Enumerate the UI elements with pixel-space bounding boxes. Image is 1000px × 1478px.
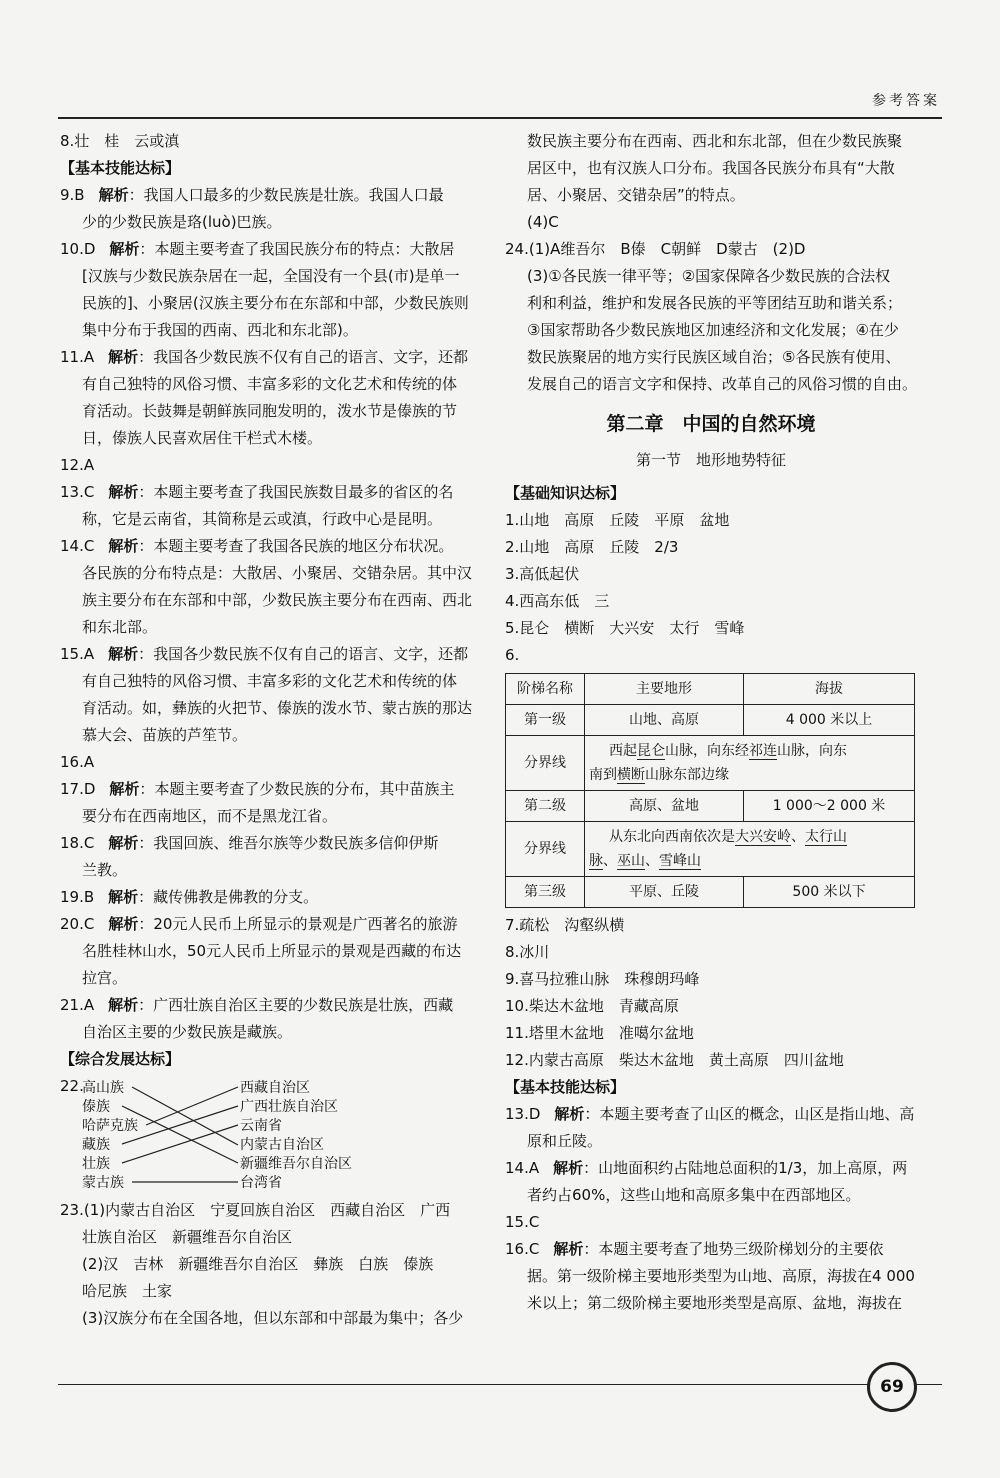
answer-underline: 横断 — [617, 767, 645, 783]
answer-line — [60, 884, 475, 911]
answer-line: 要分布在西南地区，而不是黑龙江省。 — [82, 807, 338, 825]
answer-number: 16.C — [505, 1240, 540, 1258]
answer-line: (3)①各民族一律平等；②国家保障各少数民族的合法权 — [527, 267, 891, 285]
terrain-steps-table — [505, 673, 915, 908]
right-top — [505, 128, 917, 398]
answer-line: 12.A — [60, 456, 95, 474]
boundary-line-2 — [585, 822, 915, 877]
region-label: 新疆维吾尔自治区 — [240, 1156, 352, 1172]
table-row — [506, 791, 915, 822]
region-label: 广西壮族自治区 — [240, 1099, 338, 1115]
answer-number: 13.D — [505, 1105, 541, 1123]
text: 山脉，向东经 — [665, 743, 749, 759]
answer-line: 数民族聚居的地方实行民族区域自治；⑤各民族有使用、 — [527, 348, 901, 366]
answer-number: 20.C — [60, 915, 95, 933]
analysis-label: 解析 — [108, 915, 139, 933]
answer-line: 有自己独特的风俗习惯、丰富多彩的文化艺术和传统的体 — [82, 672, 458, 690]
table-header-row — [506, 674, 915, 705]
answer-number: 13.C — [60, 483, 95, 501]
answer-text: ：广西壮族自治区主要的少数民族是壮族，西藏 — [138, 996, 454, 1014]
ethnic-group-label: 藏族 — [82, 1137, 110, 1153]
answer-text: ：本题主要考查了我国民族数目最多的省区的名 — [138, 483, 454, 501]
footer-rule — [58, 1384, 942, 1385]
answer-line: 集中分布于我国的西南、西北和东北部)。 — [82, 321, 358, 339]
analysis-label: 解析 — [108, 834, 139, 852]
answer-line: 4.西高东低 三 — [505, 592, 610, 610]
section-heading: 【基础知识达标】 — [505, 484, 626, 502]
answer-line: 育活动。长鼓舞是朝鲜族同胞发明的，泼水节是傣族的节 — [82, 402, 458, 420]
answer-number: 9.B — [60, 186, 85, 204]
answer-number: 15.A — [60, 645, 95, 663]
region-label: 内蒙古自治区 — [240, 1137, 324, 1153]
answer-line: (2)汉 吉林 新疆维吾尔自治区 彝族 白族 傣族 — [82, 1255, 434, 1273]
answer-number: 18.C — [60, 834, 95, 852]
answer-number: 10.D — [60, 240, 96, 258]
left-tail — [60, 1197, 475, 1332]
table-row — [506, 736, 915, 791]
boundary-line-1 — [585, 736, 915, 791]
answer-line: 兰教。 — [82, 861, 128, 879]
header-label: 参考答案 — [872, 93, 940, 109]
section-title: 第一节 地形地势特征 — [635, 451, 786, 469]
answer-line: 15.C — [505, 1213, 540, 1231]
answer-line: 有自己独特的风俗习惯、丰富多彩的文化艺术和传统的体 — [82, 375, 458, 393]
analysis-label: 解析 — [108, 888, 139, 906]
answer-line — [505, 1155, 917, 1182]
answer-number: 14.A — [505, 1159, 540, 1177]
answer-line: (4)C — [527, 213, 559, 231]
answer-line: 10.柴达木盆地 青藏高原 — [505, 997, 679, 1015]
answer-line — [60, 641, 475, 668]
table-cell: 第一级 — [506, 705, 585, 736]
answer-number: 14.C — [60, 537, 95, 555]
answer-line: 24.(1)A维吾尔 B傣 C朝鲜 D蒙古 (2)D — [505, 240, 806, 258]
answer-line: 据。第一级阶梯主要地形类型为山地、高原，海拔在4 000 — [527, 1267, 915, 1285]
answer-line: 16.A — [60, 753, 95, 771]
answer-underline: 雪峰山 — [659, 853, 701, 869]
answer-line: 米以上；第二级阶梯主要地形类型是高原、盆地，海拔在 — [527, 1294, 903, 1312]
answer-line — [60, 830, 475, 857]
answer-underline: 祁连 — [749, 743, 777, 759]
table-cell: 分界线 — [506, 736, 585, 791]
answer-line: 1.山地 高原 丘陵 平原 盆地 — [505, 511, 730, 529]
answer-text: ：本题主要考查了我国民族分布的特点：大散居 — [139, 240, 455, 258]
section-heading: 【综合发展达标】 — [60, 1050, 181, 1068]
table-row — [506, 822, 915, 877]
answer-line: 9.喜马拉雅山脉 珠穆朗玛峰 — [505, 970, 700, 988]
answer-line — [505, 1101, 917, 1128]
answer-line: [汉族与少数民族杂居在一起，全国没有一个县(市)是单一 — [82, 267, 460, 285]
answer-underline: 巫山 — [617, 853, 645, 869]
answer-line — [60, 776, 475, 803]
answer-text: ：我国人口最多的少数民族是壮族。我国人口最 — [128, 186, 444, 204]
region-label: 西藏自治区 — [240, 1080, 310, 1096]
answer-line: 民族的]、小聚居(汉族主要分布在东部和中部，少数民族则 — [82, 294, 469, 312]
table-header: 阶梯名称 — [506, 674, 585, 705]
answer-line: 居区中，也有汉族人口分布。我国各民族分布具有“大散 — [527, 159, 895, 177]
right-column — [505, 128, 917, 1317]
table-cell: 500 米以下 — [744, 877, 915, 908]
ethnic-group-label: 高山族 — [82, 1080, 124, 1096]
answer-line: 5.昆仑 横断 大兴安 太行 雪峰 — [505, 619, 745, 637]
table-header: 海拔 — [744, 674, 915, 705]
text: 、 — [645, 853, 659, 869]
answer-line: 8.壮 桂 云或滇 — [60, 132, 180, 150]
answer-text: ：山地面积约占陆地总面积的1/3，加上高原，两 — [583, 1159, 908, 1177]
answer-line: 23.(1)内蒙古自治区 宁夏回族自治区 西藏自治区 广西 — [60, 1201, 451, 1219]
answer-line — [60, 182, 475, 209]
answer-line: ③国家帮助各少数民族地区加速经济和文化发展；④在少 — [527, 321, 899, 339]
answer-number: 21.A — [60, 996, 95, 1014]
text: 山脉东部边缘 — [645, 767, 729, 783]
table-cell: 山地、高原 — [585, 705, 744, 736]
left-column — [60, 128, 475, 1332]
text: 从东北向西南依次是 — [609, 829, 735, 845]
analysis-label: 解析 — [109, 240, 140, 258]
answer-text: ：本题主要考查了地势三级阶梯划分的主要依 — [583, 1240, 884, 1258]
answer-text: ：本题主要考查了山区的概念，山区是指山地、高 — [584, 1105, 915, 1123]
answer-number: 19.B — [60, 888, 95, 906]
analysis-label: 解析 — [108, 996, 139, 1014]
right-bottom — [505, 912, 917, 1317]
answer-line: 发展自己的语言文字和保持、改革自己的风俗习惯的自由。 — [527, 375, 918, 393]
answer-line — [60, 992, 475, 1019]
text: 南到 — [589, 767, 617, 783]
page-number: 69 — [867, 1362, 917, 1412]
answer-line: 拉宫。 — [82, 969, 128, 987]
answer-line: 日，傣族人民喜欢居住干栏式木楼。 — [82, 429, 323, 447]
answer-underline: 脉 — [589, 853, 603, 869]
answer-line: 原和丘陵。 — [527, 1132, 603, 1150]
answer-line: 6. — [505, 646, 520, 664]
table-row — [506, 705, 915, 736]
answer-line: 各民族的分布特点是：大散居、小聚居、交错杂居。其中汉 — [82, 564, 473, 582]
answer-line — [505, 1236, 917, 1263]
chapter-title: 第二章 中国的自然环境 — [606, 413, 816, 435]
answer-line: 数民族主要分布在西南、西北和东北部，但在少数民族聚 — [527, 132, 903, 150]
answer-line: 哈尼族 土家 — [82, 1282, 173, 1300]
table-cell: 第二级 — [506, 791, 585, 822]
answer-line: 3.高低起伏 — [505, 565, 580, 583]
analysis-label: 解析 — [108, 483, 139, 501]
table-cell: 第三级 — [506, 877, 585, 908]
answer-line: (3)汉族分布在全国各地，但以东部和中部最为集中；各少 — [82, 1309, 464, 1327]
answer-underline: 大兴安岭 — [735, 829, 791, 845]
answer-line: 和东北部。 — [82, 618, 158, 636]
answer-text: ：我国各少数民族不仅有自己的语言、文字，还都 — [138, 645, 469, 663]
analysis-label: 解析 — [108, 348, 139, 366]
analysis-label: 解析 — [553, 1159, 584, 1177]
text: 山脉，向东 — [777, 743, 847, 759]
matching-exercise — [60, 1077, 420, 1195]
answer-line — [60, 911, 475, 938]
analysis-label: 解析 — [554, 1105, 585, 1123]
table-row — [506, 877, 915, 908]
analysis-label: 解析 — [108, 537, 139, 555]
text: 、 — [603, 853, 617, 869]
table-cell: 平原、丘陵 — [585, 877, 744, 908]
answer-line: 族主要分布在东部和中部，少数民族主要分布在西南、西北 — [82, 591, 473, 609]
analysis-label: 解析 — [98, 186, 129, 204]
table-cell: 高原、盆地 — [585, 791, 744, 822]
region-label: 云南省 — [240, 1118, 282, 1134]
analysis-label: 解析 — [553, 1240, 584, 1258]
answer-line: 居、小聚居、交错杂居”的特点。 — [527, 186, 745, 204]
answer-line — [60, 533, 475, 560]
analysis-label: 解析 — [109, 780, 140, 798]
answer-line: 少的少数民族是珞(luò)巴族。 — [82, 213, 282, 231]
ethnic-group-label: 蒙古族 — [82, 1175, 124, 1191]
analysis-label: 解析 — [108, 645, 139, 663]
answer-number: 11.A — [60, 348, 95, 366]
answer-line: 利和利益，维护和发展各民族的平等团结互助和谐关系； — [527, 294, 903, 312]
answer-line — [60, 236, 475, 263]
ethnic-group-label: 傣族 — [82, 1099, 110, 1115]
answer-line — [60, 479, 475, 506]
answer-text: ：本题主要考查了我国各民族的地区分布状况。 — [138, 537, 454, 555]
answer-text: ：藏传佛教是佛教的分支。 — [138, 888, 319, 906]
answer-text: ：我国回族、维吾尔族等少数民族多信仰伊斯 — [138, 834, 439, 852]
answer-line — [60, 344, 475, 371]
ethnic-group-label: 壮族 — [82, 1156, 110, 1172]
answer-line: 慕大会、苗族的芦笙节。 — [82, 726, 248, 744]
section-heading: 【基本技能达标】 — [505, 1078, 626, 1096]
ethnic-group-label: 哈萨克族 — [82, 1118, 138, 1134]
table-cell: 4 000 米以上 — [744, 705, 915, 736]
answer-line: 名胜桂林山水，50元人民币上所显示的景观是西藏的布达 — [82, 942, 462, 960]
table-header: 主要地形 — [585, 674, 744, 705]
table-cell: 分界线 — [506, 822, 585, 877]
right-mid — [505, 480, 917, 669]
answer-line: 者约占60%，这些山地和高原多集中在西部地区。 — [527, 1186, 861, 1204]
left-lines — [60, 128, 475, 1073]
answer-underline: 昆仑 — [637, 743, 665, 759]
answer-line: 2.山地 高原 丘陵 2/3 — [505, 538, 679, 556]
answer-text: ：20元人民币上所显示的景观是广西著名的旅游 — [138, 915, 458, 933]
answer-line: 8.冰川 — [505, 943, 550, 961]
table-cell: 1 000～2 000 米 — [744, 791, 915, 822]
answer-line: 7.疏松 沟壑纵横 — [505, 916, 625, 934]
header-rule — [58, 117, 942, 119]
matching-number: 22. — [60, 1077, 84, 1095]
answer-number: 17.D — [60, 780, 96, 798]
answer-underline: 太行山 — [805, 829, 847, 845]
text: 、 — [791, 829, 805, 845]
answer-line: 称，它是云南省，其简称是云或滇，行政中心是昆明。 — [82, 510, 443, 528]
answer-line: 自治区主要的少数民族是藏族。 — [82, 1023, 293, 1041]
answer-line: 12.内蒙古高原 柴达木盆地 黄土高原 四川盆地 — [505, 1051, 844, 1069]
answer-line: 11.塔里木盆地 准噶尔盆地 — [505, 1024, 694, 1042]
answer-line: 壮族自治区 新疆维吾尔自治区 — [82, 1228, 293, 1246]
region-label: 台湾省 — [240, 1175, 282, 1191]
text: 西起 — [609, 743, 637, 759]
answer-line: 育活动。如，彝族的火把节、傣族的泼水节、蒙古族的那达 — [82, 699, 473, 717]
section-heading: 【基本技能达标】 — [60, 159, 181, 177]
answer-text: ：我国各少数民族不仅有自己的语言、文字，还都 — [138, 348, 469, 366]
answer-text: ：本题主要考查了少数民族的分布，其中苗族主 — [139, 780, 455, 798]
